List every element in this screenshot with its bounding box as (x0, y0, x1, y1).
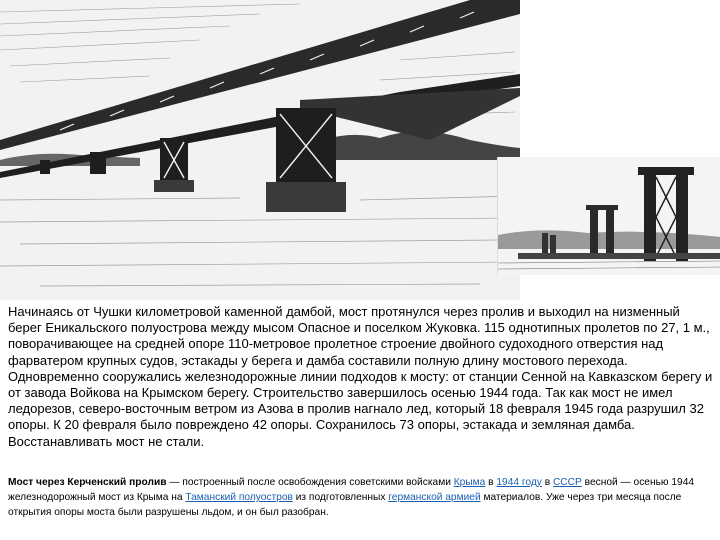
wiki-caption (8, 475, 714, 521)
history-paragraph: Начинаясь от Чушки километровой каменной дамбой, мост протянулся через пролив и выходил на низменный берег Еникальского полуострова между мысом Опасное и поселком Жуковка. 115 однотипных пролетов по 27, 1 м., поворачивающее на средней опоре 110-метровое пролетное строение двойного судоходного отверстия над фарватером крупных судов, эстакады у берега и дамба составили полную длину мостового перехода. Одновременно сооружались железнодорожные линии подходов к мосту: от станции Сенной на Кавказском берегу и от завода Войкова на Крымском берегу. Строительство завершилось осенью 1944 года. Так как мост не имел ледорезов, северо-восточным ветром из Азова в пролив нагнало лед, который 18 февраля 1945 года разрушил 32 опоры. К 20 февраля было повреждено 42 опоры. Сохранилось 73 опоры, эстакада и земляная дамба. Восстанавливать мост не стали. (8, 304, 713, 449)
bridge-piers-photo (497, 157, 720, 275)
caption-text-4: весной — осенью 1944 железнодорожный мост из Крыма на (8, 477, 695, 504)
caption-text-5: из подготовленных (292, 492, 389, 504)
bridge-engraving-image (0, 0, 520, 300)
caption-title: Мост через Керченский пролив (8, 477, 167, 488)
link-crimea[interactable]: Крыма (453, 477, 486, 488)
link-ussr[interactable]: СССР (552, 477, 582, 488)
caption-text-3: в (541, 477, 553, 488)
link-german-army[interactable]: германской армией (388, 492, 481, 504)
caption-text-1: — построенный после освобождения советскими войсками (166, 477, 454, 488)
caption-text-6: материалов. Уже через три месяца после открытия опоры моста были разрушены льдом, и он был разобран. (8, 492, 682, 519)
link-year-1944[interactable]: 1944 году (496, 477, 542, 488)
caption-text-2: в (485, 477, 497, 488)
link-taman-peninsula[interactable]: Таманский полуостров (185, 492, 293, 504)
